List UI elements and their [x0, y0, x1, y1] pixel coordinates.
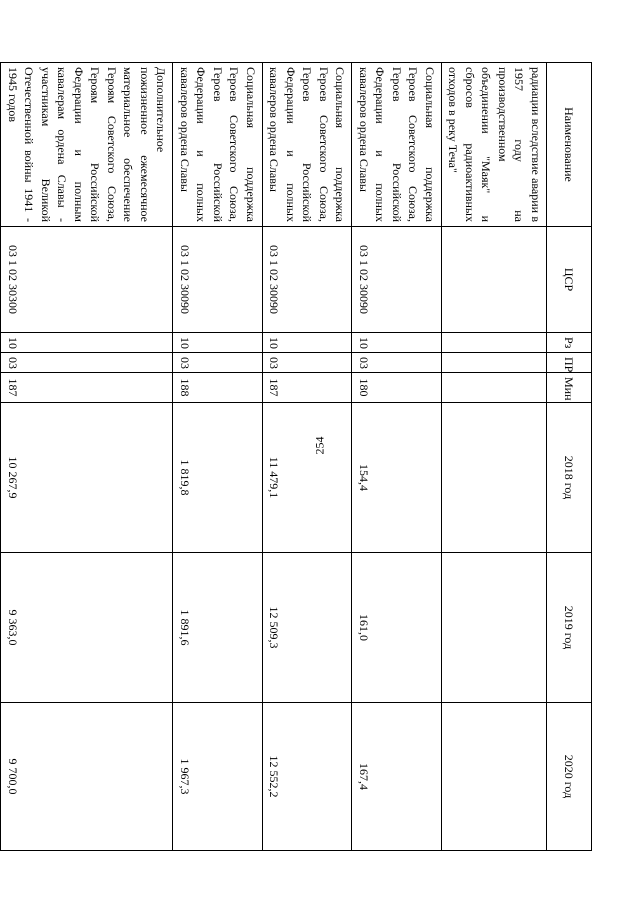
row-2019: 9 363,0	[1, 553, 173, 703]
header-rz: Рз	[547, 333, 592, 353]
row-name: Социальная поддержка Героев Советского Союза, Героев Российской Федерации и полных кавалеров ордена Славы	[263, 63, 353, 227]
row-csr	[442, 227, 547, 333]
row-2018: 154,4	[352, 403, 442, 553]
row-2019	[442, 553, 547, 703]
row-2018	[442, 403, 547, 553]
row-csr: 03 1 02 30090	[263, 227, 353, 333]
row-rz: 10	[1, 333, 173, 353]
row-2020: 9 700,0	[1, 703, 173, 851]
table-row	[352, 63, 442, 851]
row-rz: 10	[263, 333, 353, 353]
row-2020: 12 552,2	[263, 703, 353, 851]
row-pr: 03	[263, 353, 353, 373]
table-row	[263, 63, 353, 851]
header-row	[547, 63, 592, 851]
table-row	[173, 63, 263, 851]
row-min: 187	[263, 373, 353, 403]
row-min: 180	[352, 373, 442, 403]
budget-table-area	[6, 62, 592, 850]
row-name: Социальная поддержка Героев Советского Союза, Героев Российской Федерации и полных кавалеров ордена Славы	[352, 63, 442, 227]
table-row	[442, 63, 547, 851]
row-2019: 161,0	[352, 553, 442, 703]
row-2020	[442, 703, 547, 851]
row-min	[442, 373, 547, 403]
row-2020: 1 967,3	[173, 703, 263, 851]
row-name: Социальная поддержка Героев Советского Союза, Героев Российской Федерации и полных кавалеров ордена Славы	[173, 63, 263, 227]
row-pr: 03	[173, 353, 263, 373]
row-name: Дополнительное пожизненное ежемесячное материальное обеспечение Героям Советского Союза, Героям Российской Федерации и полным кавалерам ордена Славы - участникам Великой Отечественной войны 1941 - 1945 годов	[1, 63, 173, 227]
row-min: 187	[1, 373, 173, 403]
header-2020: 2020 год	[547, 703, 592, 851]
row-2020: 167,4	[352, 703, 442, 851]
row-2019: 1 891,6	[173, 553, 263, 703]
row-rz	[442, 333, 547, 353]
row-name: радиации вследствие аварии в 1957 году на производственном объединении "Маяк" и сбросов радиоактивных отходов в реку Теча"	[442, 63, 547, 227]
header-pr: ПР	[547, 353, 592, 373]
row-pr	[442, 353, 547, 373]
row-2018: 10 267,9	[1, 403, 173, 553]
row-2018: 1 819,8	[173, 403, 263, 553]
page-number: 254	[312, 436, 327, 455]
header-2018: 2018 год	[547, 403, 592, 553]
row-csr: 03 1 02 30090	[352, 227, 442, 333]
row-2018: 11 479,1	[263, 403, 353, 553]
header-csr: ЦСР	[547, 227, 592, 333]
row-rz: 10	[352, 333, 442, 353]
row-csr: 03 1 02 30090	[173, 227, 263, 333]
row-csr: 03 1 02 30300	[1, 227, 173, 333]
header-min: Мин	[547, 373, 592, 403]
rotated-table-container	[6, 62, 592, 850]
row-pr: 03	[1, 353, 173, 373]
row-pr: 03	[352, 353, 442, 373]
row-min: 188	[173, 373, 263, 403]
row-2019: 12 509,3	[263, 553, 353, 703]
row-rz: 10	[173, 333, 263, 353]
header-name: Наименование	[547, 63, 592, 227]
header-2019: 2019 год	[547, 553, 592, 703]
budget-table	[1, 62, 593, 851]
table-row	[1, 63, 173, 851]
